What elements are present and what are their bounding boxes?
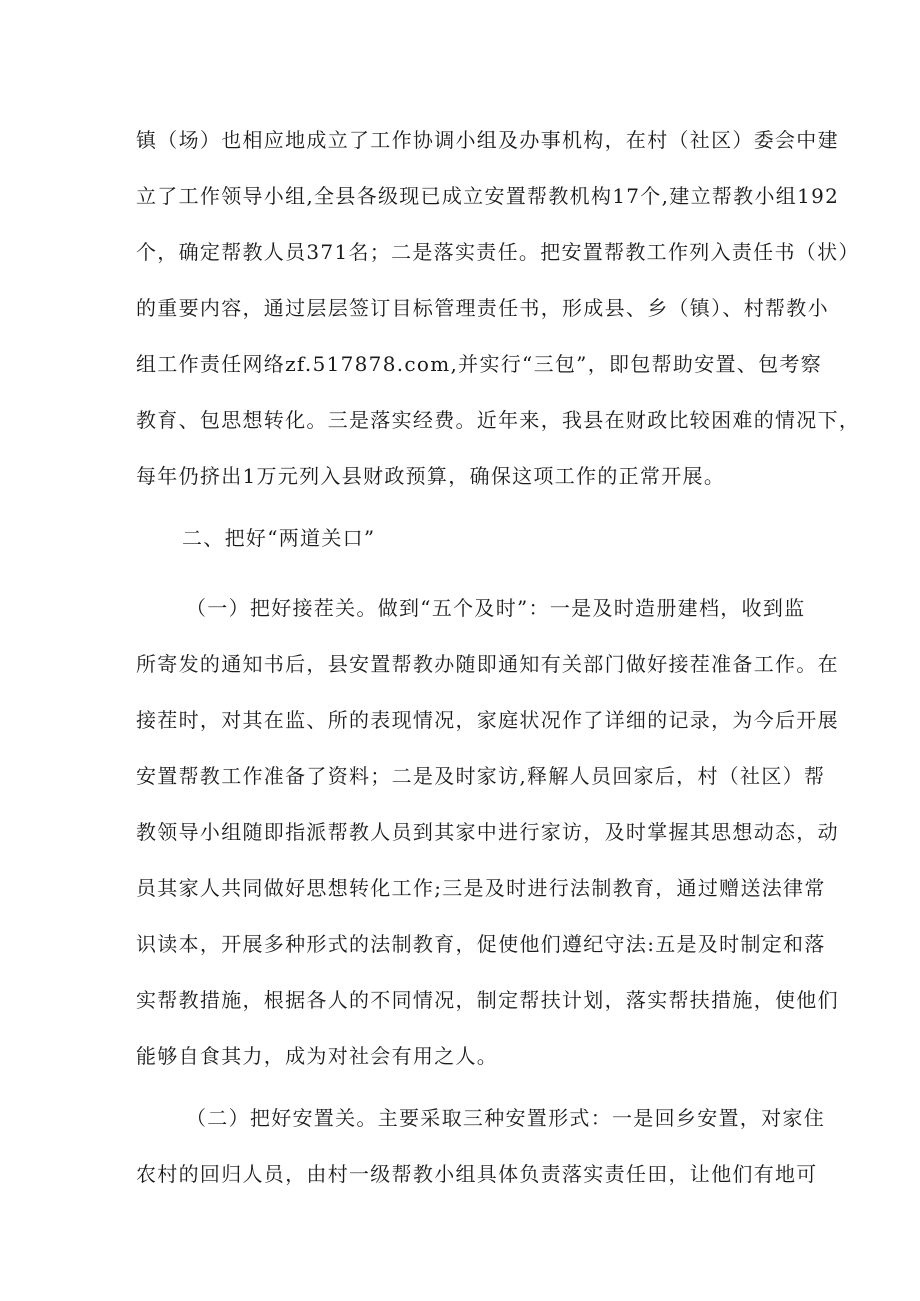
- paragraph-line: （二）把好安置关。主要采取三种安置形式：一是回乡安置，对家住: [186, 1106, 825, 1130]
- paragraph-line: 员其家人共同做好思想转化工作;三是及时进行法制教育，通过赠送法律常: [136, 876, 826, 900]
- paragraph-line: 教育、包思想转化。三是落实经费。近年来，我县在财政比较困难的情况下，: [136, 408, 861, 432]
- paragraph-line: 组工作责任网络zf.517878.com,并实行“三包”，即包帮助安置、包考察: [136, 352, 823, 376]
- paragraph-line: 实帮教措施，根据各人的不同情况，制定帮扶计划，落实帮扶措施，使他们: [136, 988, 839, 1012]
- paragraph-line: 农村的回归人员，由村一级帮教小组具体负责落实责任田，让他们有地可: [136, 1162, 818, 1186]
- paragraph-line: 个，确定帮教人员371名；二是落实责任。把安置帮教工作列入责任书（状）: [136, 240, 860, 264]
- paragraph-line: 安置帮教工作准备了资料；二是及时家访,释解人员回家后，村（社区）帮: [136, 764, 826, 788]
- section-heading: 二、把好“两道关口”: [182, 526, 376, 550]
- paragraph-line: 的重要内容，通过层层签订目标管理责任书，形成县、乡（镇）、村帮教小: [136, 296, 829, 320]
- paragraph-line: 识读本，开展多种形式的法制教育，促使他们遵纪守法:五是及时制定和落: [136, 932, 826, 956]
- paragraph-line: 接茬时，对其在监、所的表现情况，家庭状况作了详细的记录，为今后开展: [136, 708, 839, 732]
- paragraph-line: 所寄发的通知书后，县安置帮教办随即通知有关部门做好接茬准备工作。在: [136, 652, 839, 676]
- paragraph-line: 教领导小组随即指派帮教人员到其家中进行家访，及时掌握其思想动态，动: [136, 820, 839, 844]
- paragraph-line: 每年仍挤出1万元列入县财政预算，确保这项工作的正常开展。: [136, 464, 726, 488]
- paragraph-line: 立了工作领导小组,全县各级现已成立安置帮教机构17个,建立帮教小组192: [136, 184, 840, 208]
- paragraph-line: （一）把好接茬关。做到“五个及时”：一是及时造册建档，收到监: [186, 596, 806, 620]
- paragraph-line: 能够自食其力，成为对社会有用之人。: [136, 1044, 499, 1068]
- paragraph-line: 镇（场）也相应地成立了工作协调小组及办事机构，在村（社区）委会中建: [136, 128, 839, 152]
